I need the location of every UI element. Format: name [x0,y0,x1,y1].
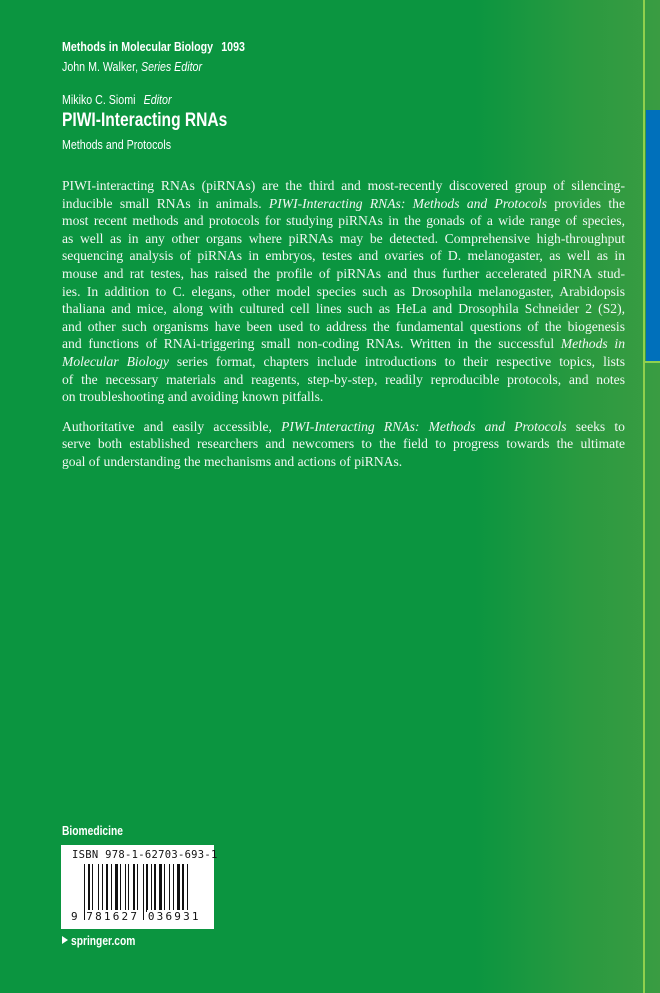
barcode-bar [120,864,121,912]
category-text: Biomedicine [62,824,123,838]
italic-text: Methods in [560,336,625,352]
description-line [62,371,625,389]
description-line [62,353,625,371]
barcode-bar [182,864,184,912]
book-title [62,110,264,132]
text-segment: and other such organisms have been used to address the fundamental questions of the biogenesis [62,318,625,334]
text-segment: most recent methods and protocols for studying piRNAs in the gonads of a wide range of species, [62,213,625,229]
barcode-bar [98,864,99,912]
barcode-bar [92,864,93,912]
description-line [62,418,625,436]
springer-link-text: springer.com [71,934,136,948]
italic-text: Molecular Biology [62,353,169,369]
series-line [62,39,285,54]
barcode-bar [177,864,180,912]
barcode-bar [88,864,90,912]
description-paragraph [62,177,625,406]
series-volume: 1093 [221,39,245,54]
barcode-bar [159,864,162,912]
category-label [62,824,136,838]
book-editor-role: Editor [143,92,172,107]
description-line [62,212,625,230]
barcode-bar [173,864,174,912]
text-segment: Authoritative and easily accessible, [62,418,282,434]
barcode-bar [128,864,129,912]
description-paragraph [62,418,625,471]
text-segment: of the necessary materials and reagents, step-by-step, readily reproducible protocols, and notes [62,371,625,387]
book-editor-line [62,92,196,107]
barcode-bar [133,864,135,912]
barcode-bar [146,864,148,912]
text-segment: mouse and rat testes, has raised the profile of piRNAs and thus further accelerated piRNA stud- [62,265,625,281]
italic-text: PIWI-Interacting RNAs: Methods and Protocols [268,195,547,211]
description-line [62,435,625,453]
text-segment: series format, chapters include introductions to their respective topics, lists [168,353,625,369]
description-line [62,318,625,336]
description-line [62,335,625,353]
series-editor-name: John M. Walker, [62,59,139,74]
barcode-bar [115,864,118,912]
description-line [62,230,625,248]
isbn-barcode [61,845,218,929]
italic-text: PIWI-Interacting RNAs: Methods and Protocols [281,418,567,434]
series-editor-role: Series Editor [141,59,203,74]
barcode-bar [164,864,165,912]
text-segment: goal of understanding the mechanisms and actions of piRNAs. [62,453,403,469]
isbn-text: ISBN 978-1-62703-693-1 [72,849,218,861]
text-segment: and functions of RNAi-triggering small non-coding RNAs. Written in the successful [62,336,561,352]
barcode-digits [70,910,202,923]
text-segment: on troubleshooting and avoiding known pitfalls. [62,389,324,405]
barcode-digits-left: 781627 [86,910,140,923]
book-subtitle-text: Methods and Protocols [62,137,172,152]
barcode-bar [169,864,170,912]
description [62,177,625,483]
barcode-bar [111,864,112,912]
barcode-bar [106,864,108,912]
description-line [62,283,625,301]
text-segment: ies. In addition to C. elegans, other model species such as Drosophila melanogaster, Arabidopsis [62,283,625,299]
description-line [62,388,625,406]
barcode-bar [154,864,156,912]
text-segment: provides the [546,195,625,211]
barcode-digit-prefix: 9 [71,910,78,923]
barcode-bar [102,864,103,912]
book-title-text: PIWI-Interacting RNAs [62,110,228,131]
text-segment: seeks to [566,418,625,434]
arrow-right-icon [62,936,68,944]
text-segment: inducible small RNAs in animals. [62,195,269,211]
description-line [62,195,625,213]
book-subtitle [62,137,195,152]
barcode-bar [151,864,152,912]
description-line [62,300,625,318]
spine-color-bar [646,110,660,361]
spine-border-line [643,0,645,993]
book-editor-name: Mikiko C. Siomi [62,92,136,107]
spine-divider [645,361,660,363]
description-line [62,265,625,283]
description-line [62,453,625,471]
text-segment: as well as in any other organs where piRNAs may be detected. Comprehensive high-throughput [62,230,625,246]
text-segment: serve both established researchers and newcomers to the field to progress towards the ultimate [62,436,625,452]
text-segment: PIWI-interacting RNAs (piRNAs) are the third and most-recently discovered group of silencing- [62,178,625,193]
description-line [62,177,625,195]
description-line [62,247,625,265]
text-segment: sequencing analysis of piRNAs in embryos, testes and ovaries of D. melanogaster, as well as in [62,248,625,264]
series-name: Methods in Molecular Biology [62,39,214,54]
series-editor-line [62,59,233,74]
springer-link[interactable] [62,934,150,948]
barcode-bar [125,864,126,912]
barcode-digits-right: 036931 [147,910,201,923]
text-segment: thaliana and mice, along with cultured cell lines such as HeLa and Drosophila Schneider 2 (S2), [62,301,625,317]
